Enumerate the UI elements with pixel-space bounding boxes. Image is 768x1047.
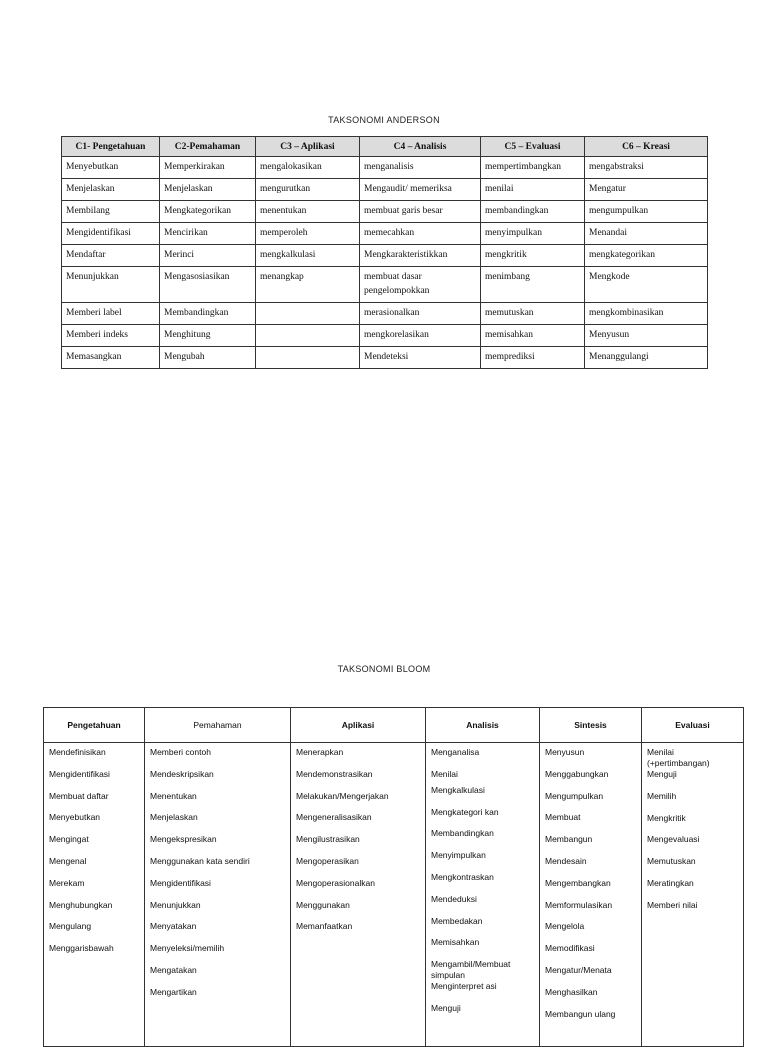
anderson-title: TAKSONOMI ANDERSON [328, 115, 440, 125]
bloom-item: Menguji [431, 1002, 461, 1013]
bloom-item: Mengkalkulasi [431, 784, 485, 795]
bloom-item: Mendemonstrasikan [296, 768, 373, 779]
anderson-cell: Mengasosiasikan [160, 267, 256, 303]
bloom-item: Menyusun [545, 747, 585, 757]
bloom-header-aplikasi: Aplikasi [291, 708, 426, 743]
anderson-cell: Mencirikan [160, 223, 256, 245]
bloom-item: Mengkritik [647, 812, 686, 823]
bloom-column-sintesis [540, 743, 642, 1047]
bloom-item: Menerapkan [296, 747, 344, 757]
bloom-item: Merekam [49, 877, 85, 888]
anderson-cell: memperoleh [256, 223, 360, 245]
anderson-header-c4: C4 – Analisis [360, 137, 481, 157]
bloom-column-evaluasi [642, 743, 744, 1047]
anderson-cell: memprediksi [481, 347, 585, 369]
anderson-row [62, 223, 708, 245]
bloom-item: Menggunakan kata sendiri [150, 855, 250, 866]
bloom-item: Mengumpulkan [545, 790, 604, 801]
bloom-item: Mengelola [545, 921, 585, 932]
bloom-item: Membuat [545, 812, 581, 823]
anderson-cell: Menyebutkan [62, 157, 160, 179]
bloom-item: Memutuskan [647, 856, 696, 867]
anderson-header-c2: C2-Pemahaman [160, 137, 256, 157]
bloom-item: Mendeskripsikan [150, 768, 214, 779]
bloom-item: Mendesain [545, 855, 587, 866]
bloom-item: Menghubungkan [49, 899, 113, 910]
bloom-item: Membedakan [431, 915, 483, 926]
bloom-header-pengetahuan: Pengetahuan [44, 708, 145, 743]
bloom-item: Memformulasikan [545, 899, 613, 910]
anderson-cell: menilai [481, 179, 585, 201]
bloom-item: Mengambil/Membuat simpulan [431, 959, 511, 981]
bloom-item: Menyebutkan [49, 812, 101, 823]
anderson-cell: mengkritik [481, 245, 585, 267]
bloom-item: Mengatur/Menata [545, 964, 612, 975]
bloom-list-sintesis [545, 747, 636, 1030]
bloom-item: Menyeleksi/memilih [150, 943, 225, 954]
bloom-item: Mengoperasikan [296, 855, 359, 866]
anderson-cell: Menghitung [160, 325, 256, 347]
anderson-header-c1: C1- Pengetahuan [62, 137, 160, 157]
bloom-item: Mendefinisikan [49, 747, 106, 757]
anderson-row [62, 157, 708, 179]
bloom-item: Memisahkan [431, 937, 480, 948]
anderson-header-c6: C6 – Kreasi [585, 137, 708, 157]
anderson-cell: Mengkarakteristikkan [360, 245, 481, 267]
bloom-item: Mengoperasionalkan [296, 877, 375, 888]
anderson-cell: Menanggulangi [585, 347, 708, 369]
bloom-title: TAKSONOMI BLOOM [337, 664, 431, 674]
bloom-item: Meratingkan [647, 877, 694, 888]
bloom-column-aplikasi [291, 743, 426, 1047]
anderson-table [61, 136, 708, 369]
bloom-item: Mengembangkan [545, 877, 611, 888]
bloom-item: Menghasilkan [545, 986, 598, 997]
anderson-header-row [62, 137, 708, 157]
anderson-cell: Menjelaskan [62, 179, 160, 201]
anderson-cell: Mendaftar [62, 245, 160, 267]
anderson-header-c3: C3 – Aplikasi [256, 137, 360, 157]
anderson-cell: menganalisis [360, 157, 481, 179]
anderson-cell [256, 303, 360, 325]
bloom-item: Melakukan/Mengerjakan [296, 790, 389, 801]
anderson-cell: Mengkode [585, 267, 708, 303]
bloom-item: Menyimpulkan [431, 850, 486, 861]
anderson-cell: Membilang [62, 201, 160, 223]
bloom-list-aplikasi [296, 747, 420, 943]
bloom-table [43, 707, 744, 1047]
bloom-item: Memanfaatkan [296, 921, 353, 932]
anderson-cell [256, 347, 360, 369]
bloom-header-evaluasi: Evaluasi [642, 708, 744, 743]
bloom-item: Menggarisbawah [49, 943, 114, 954]
anderson-cell: Mengidentifikasi [62, 223, 160, 245]
bloom-item: Mengeneralisasikan [296, 812, 372, 823]
anderson-cell: mempertimbangkan [481, 157, 585, 179]
anderson-cell: mengumpulkan [585, 201, 708, 223]
anderson-cell: memutuskan [481, 303, 585, 325]
anderson-cell: menangkap [256, 267, 360, 303]
anderson-cell: Menandai [585, 223, 708, 245]
anderson-cell: Memperkirakan [160, 157, 256, 179]
anderson-cell: mengkalkulasi [256, 245, 360, 267]
anderson-cell: Memasangkan [62, 347, 160, 369]
bloom-item: Mengulang [49, 921, 92, 932]
anderson-row [62, 267, 708, 303]
bloom-list-pemahaman [150, 747, 285, 1009]
bloom-item: Mengekspresikan [150, 834, 217, 845]
anderson-row [62, 325, 708, 347]
anderson-cell: Mengaudit/ memeriksa [360, 179, 481, 201]
anderson-cell: Membandingkan [160, 303, 256, 325]
anderson-row [62, 245, 708, 267]
anderson-cell: mengkorelasikan [360, 325, 481, 347]
bloom-item: Mengidentifikasi [49, 768, 110, 779]
bloom-header-analisis: Analisis [426, 708, 540, 743]
bloom-item: Memberi nilai [647, 899, 698, 910]
bloom-item: Mengatakan [150, 964, 197, 975]
anderson-cell: mengkombinasikan [585, 303, 708, 325]
anderson-cell: Merinci [160, 245, 256, 267]
anderson-cell: membandingkan [481, 201, 585, 223]
bloom-item: Memberi contoh [150, 747, 211, 757]
anderson-cell: Mengkategorikan [160, 201, 256, 223]
bloom-body-row [44, 743, 744, 1047]
bloom-item: Membangun ulang [545, 1008, 616, 1019]
anderson-cell: Memberi label [62, 303, 160, 325]
anderson-cell: membuat dasar pengelompokkan [360, 267, 481, 303]
anderson-cell: Mengubah [160, 347, 256, 369]
bloom-item: Menentukan [150, 790, 197, 801]
anderson-row [62, 303, 708, 325]
bloom-item: Mengartikan [150, 986, 197, 997]
anderson-cell [256, 325, 360, 347]
bloom-item: Membandingkan [431, 828, 494, 839]
bloom-item: Mengidentifikasi [150, 877, 211, 888]
anderson-row [62, 201, 708, 223]
bloom-item: Mengilustrasikan [296, 834, 360, 845]
bloom-list-analisis [431, 747, 534, 1025]
bloom-item: Menyatakan [150, 921, 197, 932]
bloom-item: Menganalisa [431, 747, 480, 757]
anderson-row [62, 179, 708, 201]
bloom-header-row [44, 708, 744, 743]
bloom-item: Mengevaluasi [647, 834, 700, 845]
bloom-header-pemahaman: Pemahaman [145, 708, 291, 743]
bloom-item: Memilih [647, 790, 677, 801]
bloom-item: Mengenal [49, 855, 87, 866]
anderson-cell: memisahkan [481, 325, 585, 347]
anderson-cell: Mengatur [585, 179, 708, 201]
bloom-item: Mendeduksi [431, 893, 477, 904]
anderson-row [62, 347, 708, 369]
bloom-item: Menilai (+pertimbangan) [647, 747, 710, 768]
bloom-item: Membuat daftar [49, 790, 109, 801]
bloom-list-pengetahuan [49, 747, 139, 965]
bloom-item: Mengingat [49, 834, 89, 845]
anderson-cell: Memberi indeks [62, 325, 160, 347]
bloom-column-pengetahuan [44, 743, 145, 1047]
bloom-column-pemahaman [145, 743, 291, 1047]
anderson-cell: membuat garis besar [360, 201, 481, 223]
anderson-cell: Menyusun [585, 325, 708, 347]
anderson-cell: merasionalkan [360, 303, 481, 325]
bloom-column-analisis [426, 743, 540, 1047]
bloom-item: Menunjukkan [150, 899, 201, 910]
bloom-item: Menggabungkan [545, 768, 609, 779]
anderson-cell: mengalokasikan [256, 157, 360, 179]
anderson-body [62, 157, 708, 369]
anderson-cell: menyimpulkan [481, 223, 585, 245]
anderson-cell: Menjelaskan [160, 179, 256, 201]
bloom-list-evaluasi [647, 747, 738, 922]
anderson-cell: mengkategorikan [585, 245, 708, 267]
bloom-item: Mengkontraskan [431, 871, 494, 882]
anderson-header-c5: C5 – Evaluasi [481, 137, 585, 157]
bloom-item: Menilai [431, 768, 458, 779]
bloom-header-sintesis: Sintesis [540, 708, 642, 743]
bloom-item: Menginterpret asi [431, 981, 497, 992]
bloom-item: Menggunakan [296, 899, 350, 910]
bloom-item: Menguji [647, 769, 677, 779]
anderson-cell: mengabstraksi [585, 157, 708, 179]
anderson-cell: menimbang [481, 267, 585, 303]
anderson-cell: Menunjukkan [62, 267, 160, 303]
bloom-item: Mengkategori kan [431, 806, 499, 817]
anderson-cell: Mendeteksi [360, 347, 481, 369]
bloom-item: Membangun [545, 834, 593, 845]
bloom-item: Memodifikasi [545, 943, 595, 954]
anderson-cell: mengurutkan [256, 179, 360, 201]
anderson-cell: menentukan [256, 201, 360, 223]
anderson-cell: memecahkan [360, 223, 481, 245]
bloom-item: Menjelaskan [150, 812, 198, 823]
